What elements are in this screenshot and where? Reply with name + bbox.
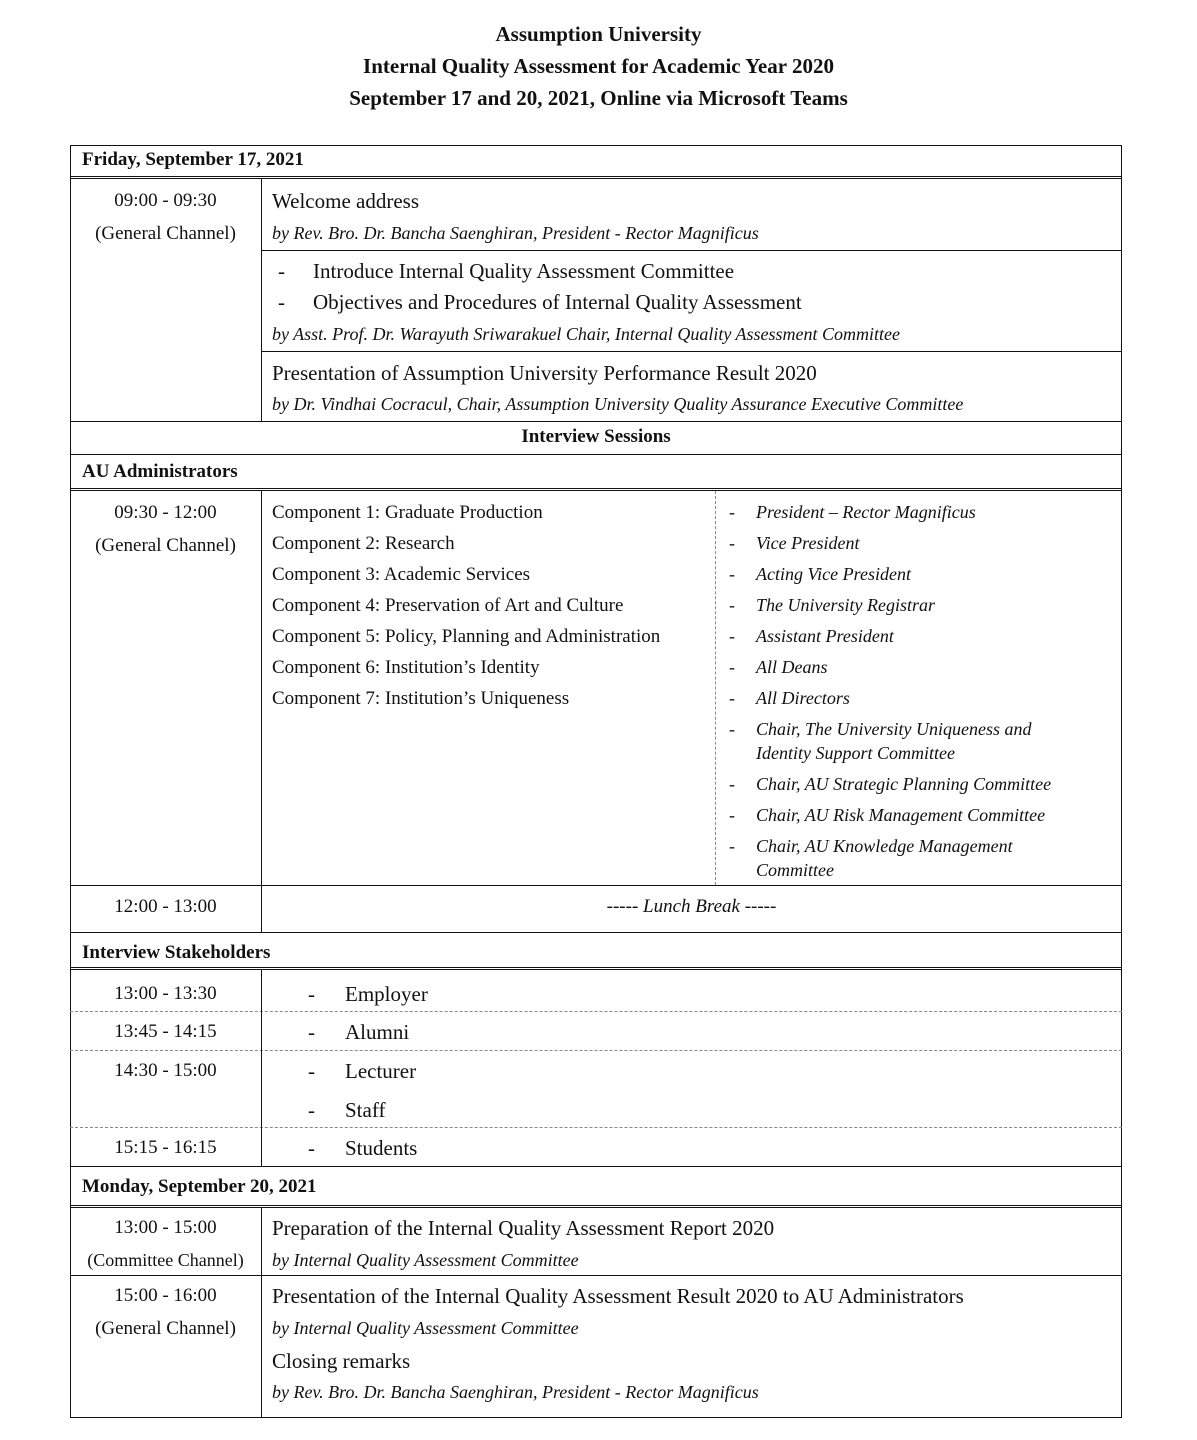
bullet-dash: - [729, 719, 735, 739]
divider [261, 1208, 262, 1418]
divider [70, 1050, 1122, 1051]
session-title: Closing remarks [272, 1349, 411, 1373]
time-slot: 12:00 - 13:00 [114, 896, 217, 917]
time-slot: 14:30 - 15:00 [114, 1060, 217, 1081]
divider [70, 488, 1122, 491]
stakeholder-item: Lecturer [345, 1059, 417, 1083]
bullet-dash: - [308, 1098, 315, 1122]
divider [261, 970, 262, 1166]
session-presenter: by Internal Quality Assessment Committee [272, 1318, 579, 1338]
bullet-dash: - [729, 836, 735, 856]
participant-item: Vice President [756, 533, 860, 553]
divider [261, 491, 262, 932]
component-item: Component 4: Preservation of Art and Culture [272, 595, 624, 616]
bullet-dash: - [729, 688, 735, 708]
bullet-dash: - [278, 259, 285, 283]
component-item: Component 3: Academic Services [272, 564, 531, 585]
session-presenter: by Internal Quality Assessment Committee [272, 1250, 579, 1270]
day-heading: Friday, September 17, 2021 [82, 149, 304, 170]
bullet-dash: - [308, 982, 315, 1006]
session-title: Presentation of the Internal Quality Assessment Result 2020 to AU Administrators [272, 1284, 964, 1308]
participant-item-cont: Committee [756, 860, 834, 880]
time-slot: 09:30 - 12:00 [114, 502, 217, 523]
time-slot: 09:00 - 09:30 [114, 190, 217, 211]
divider [70, 1205, 1122, 1208]
session-presenter: by Dr. Vindhai Cocracul, Chair, Assumption University Quality Assurance Executive Committee [272, 394, 964, 414]
divider [70, 967, 1122, 970]
session-presenter: by Asst. Prof. Dr. Warayuth Sriwarakuel Chair, Internal Quality Assessment Committee [272, 324, 900, 344]
participant-item: The University Registrar [756, 595, 935, 615]
stakeholder-item: Employer [345, 982, 428, 1006]
agenda-item: Objectives and Procedures of Internal Quality Assessment [313, 290, 802, 314]
component-item: Component 2: Research [272, 533, 455, 554]
bullet-dash: - [308, 1020, 315, 1044]
participant-item: All Directors [756, 688, 850, 708]
channel-label: (General Channel) [95, 535, 236, 556]
session-title: Welcome address [272, 189, 419, 213]
stakeholder-item: Staff [345, 1098, 386, 1122]
divider [261, 179, 262, 421]
time-slot: 13:45 - 14:15 [114, 1021, 217, 1042]
bullet-dash: - [729, 657, 735, 677]
channel-label: (General Channel) [95, 223, 236, 244]
bullet-dash: - [729, 502, 735, 522]
participant-item: Chair, AU Knowledge Management [756, 836, 1013, 856]
component-item: Component 6: Institution’s Identity [272, 657, 540, 678]
time-slot: 15:00 - 16:00 [114, 1285, 217, 1306]
divider [715, 491, 716, 885]
section-heading: Interview Stakeholders [82, 942, 271, 963]
divider [70, 454, 1122, 455]
participant-item: Chair, AU Risk Management Committee [756, 805, 1046, 825]
section-heading: Interview Sessions [521, 426, 671, 447]
divider [261, 351, 1122, 352]
session-title: Preparation of the Internal Quality Assessment Report 2020 [272, 1216, 775, 1240]
bullet-dash: - [729, 564, 735, 584]
stakeholder-item: Alumni [345, 1020, 410, 1044]
time-slot: 13:00 - 15:00 [114, 1217, 217, 1238]
session-title: Presentation of Assumption University Performance Result 2020 [272, 361, 817, 385]
participant-item: Acting Vice President [756, 564, 911, 584]
day-heading: Monday, September 20, 2021 [82, 1176, 317, 1197]
participant-item: Chair, AU Strategic Planning Committee [756, 774, 1052, 794]
participant-item: Chair, The University Uniqueness and [756, 719, 1032, 739]
participant-item: Assistant President [756, 626, 894, 646]
lunch-break: ----- Lunch Break ----- [606, 896, 777, 917]
component-item: Component 5: Policy, Planning and Administration [272, 626, 661, 647]
channel-label: (General Channel) [95, 1318, 236, 1339]
divider [70, 1275, 1122, 1276]
time-slot: 13:00 - 13:30 [114, 983, 217, 1004]
agenda-item: Introduce Internal Quality Assessment Committee [313, 259, 735, 283]
participant-item-cont: Identity Support Committee [756, 743, 955, 763]
session-presenter: by Rev. Bro. Dr. Bancha Saenghiran, President - Rector Magnificus [272, 1382, 759, 1402]
bullet-dash: - [729, 774, 735, 794]
doc-title: Assumption University [495, 22, 702, 46]
doc-date-line: September 17 and 20, 2021, Online via Microsoft Teams [349, 86, 848, 110]
divider [261, 250, 1122, 251]
bullet-dash: - [308, 1059, 315, 1083]
bullet-dash: - [729, 533, 735, 553]
bullet-dash: - [729, 626, 735, 646]
session-presenter: by Rev. Bro. Dr. Bancha Saenghiran, President - Rector Magnificus [272, 223, 759, 243]
bullet-dash: - [729, 805, 735, 825]
bullet-dash: - [308, 1136, 315, 1160]
divider [70, 1166, 1122, 1167]
component-item: Component 7: Institution’s Uniqueness [272, 688, 570, 709]
divider [70, 421, 1122, 422]
channel-label: (Committee Channel) [87, 1250, 244, 1270]
divider [70, 932, 1122, 933]
bullet-dash: - [729, 595, 735, 615]
divider [70, 1127, 1122, 1128]
participant-item: President – Rector Magnificus [756, 502, 976, 522]
divider [70, 176, 1122, 179]
bullet-dash: - [278, 290, 285, 314]
doc-subtitle: Internal Quality Assessment for Academic Year 2020 [363, 54, 834, 78]
participant-item: All Deans [756, 657, 828, 677]
divider [70, 885, 1122, 886]
divider [70, 1011, 1122, 1012]
stakeholder-item: Students [345, 1136, 418, 1160]
section-heading: AU Administrators [82, 461, 238, 482]
time-slot: 15:15 - 16:15 [114, 1137, 217, 1158]
component-item: Component 1: Graduate Production [272, 502, 543, 523]
